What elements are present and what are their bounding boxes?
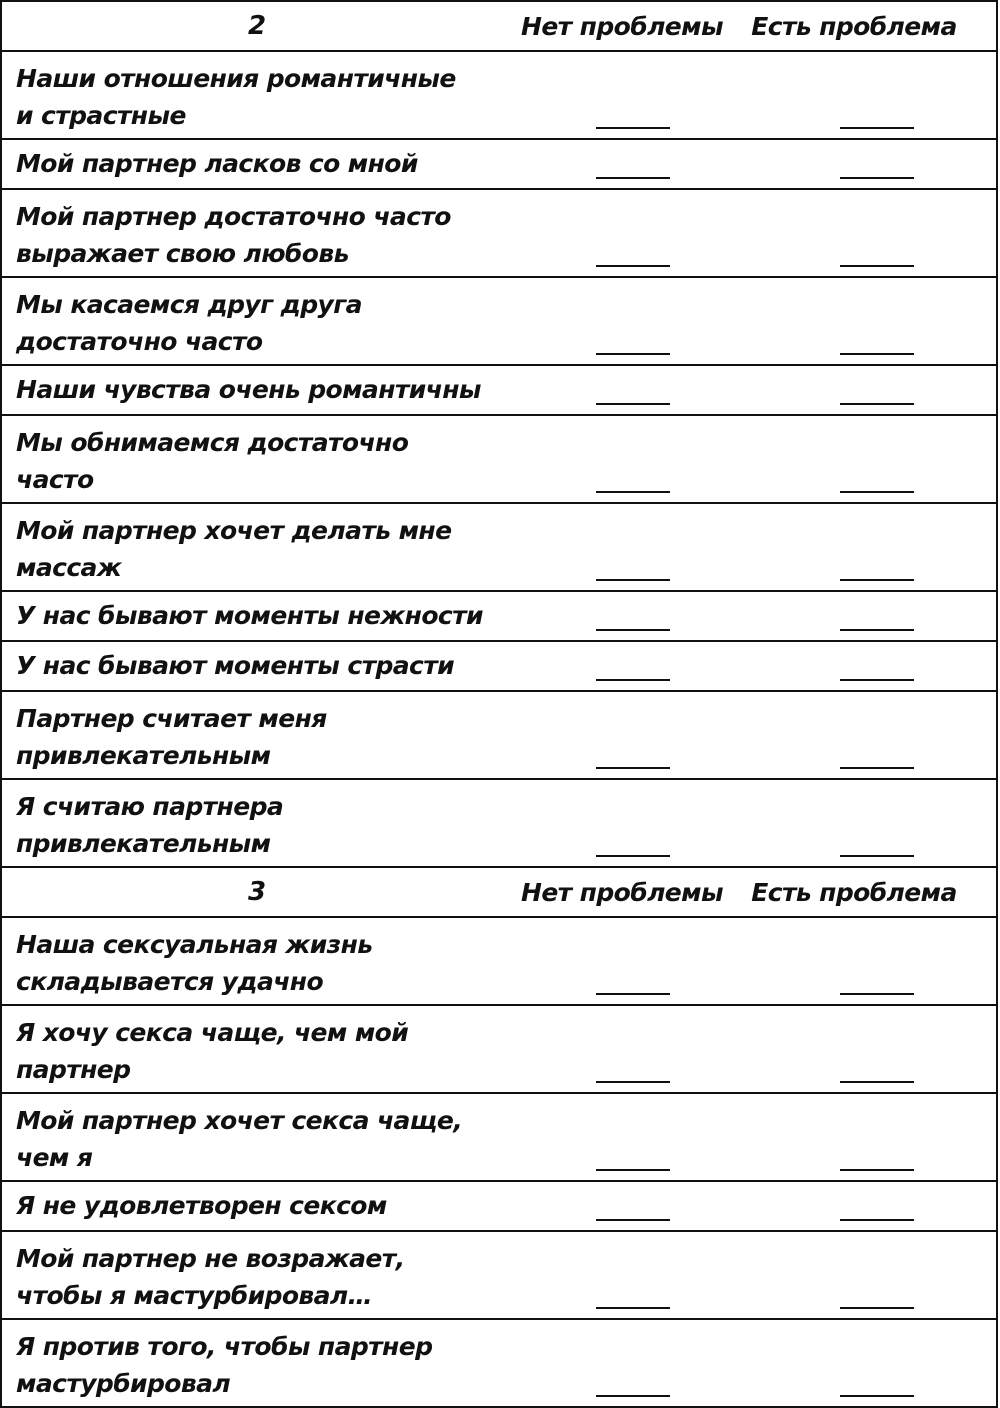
answer-blank-has-problem[interactable] [840, 403, 914, 405]
answer-blank-has-problem[interactable] [840, 1169, 914, 1171]
answer-blank-has-problem[interactable] [840, 993, 914, 995]
answer-blank-has-problem[interactable] [840, 1081, 914, 1083]
statement-text: Мы обнимаемся достаточно часто [16, 428, 409, 494]
table-row [2, 188, 996, 276]
column-header-has-problem: Есть проблема [751, 11, 957, 41]
answer-blank-no-problem[interactable] [596, 127, 670, 129]
statement-text: Я хочу секса чаще, чем мой партнер [16, 1018, 409, 1084]
answer-blank-has-problem[interactable] [840, 127, 914, 129]
column-header-no-problem: Нет проблемы [521, 877, 723, 907]
table-row [2, 640, 996, 690]
statement-text: Я не удовлетворен сексом [16, 1191, 387, 1220]
answer-blank-has-problem[interactable] [840, 767, 914, 769]
column-header-no-problem: Нет проблемы [521, 11, 723, 41]
answer-blank-no-problem[interactable] [596, 353, 670, 355]
section-number: 3 [247, 877, 267, 907]
table-row [2, 1180, 996, 1230]
section-header [2, 866, 996, 916]
answer-blank-has-problem[interactable] [840, 1307, 914, 1309]
answer-blank-has-problem[interactable] [840, 1219, 914, 1221]
table-row [2, 414, 996, 502]
table-row [2, 276, 996, 364]
section-number: 2 [247, 11, 267, 41]
answer-blank-no-problem[interactable] [596, 491, 670, 493]
table-row [2, 916, 996, 1004]
answer-blank-no-problem[interactable] [596, 1395, 670, 1397]
table-row [2, 778, 996, 866]
answer-blank-no-problem[interactable] [596, 177, 670, 179]
table-row [2, 1230, 996, 1318]
column-header-has-problem: Есть проблема [751, 877, 957, 907]
answer-blank-no-problem[interactable] [596, 265, 670, 267]
answer-blank-no-problem[interactable] [596, 579, 670, 581]
answer-blank-no-problem[interactable] [596, 679, 670, 681]
answer-blank-has-problem[interactable] [840, 579, 914, 581]
statement-text: Мой партнер ласков со мной [16, 149, 418, 178]
answer-blank-no-problem[interactable] [596, 1169, 670, 1171]
answer-blank-has-problem[interactable] [840, 855, 914, 857]
table-row [2, 1004, 996, 1092]
statement-text: Я против того, чтобы партнер мастурбировал [16, 1332, 433, 1398]
answer-blank-no-problem[interactable] [596, 1081, 670, 1083]
answer-blank-no-problem[interactable] [596, 1219, 670, 1221]
answer-blank-has-problem[interactable] [840, 1395, 914, 1397]
statement-text: Мой партнер достаточно часто выражает свою любовь [16, 202, 451, 268]
answer-blank-no-problem[interactable] [596, 855, 670, 857]
answer-blank-has-problem[interactable] [840, 177, 914, 179]
table-row [2, 1318, 996, 1406]
statement-text: Мой партнер хочет секса чаще, чем я [16, 1106, 463, 1172]
table-row [2, 1092, 996, 1180]
answer-blank-no-problem[interactable] [596, 1307, 670, 1309]
statement-text: Наши отношения романтичные и страстные [16, 64, 456, 130]
answer-blank-has-problem[interactable] [840, 491, 914, 493]
table-row [2, 690, 996, 778]
statement-text: Мой партнер хочет делать мне массаж [16, 516, 452, 582]
statement-text: Партнер считает меня привлекательным [16, 704, 327, 770]
answer-blank-no-problem[interactable] [596, 403, 670, 405]
statement-text: У нас бывают моменты нежности [16, 601, 483, 630]
answer-blank-has-problem[interactable] [840, 679, 914, 681]
statement-text: Наша сексуальная жизнь складывается удачно [16, 930, 373, 996]
statement-text: Мы касаемся друг друга достаточно часто [16, 290, 362, 356]
answer-blank-no-problem[interactable] [596, 993, 670, 995]
statement-text: Я считаю партнера привлекательным [16, 792, 284, 858]
statement-text: Мой партнер не возражает, чтобы я мастурбировал… [16, 1244, 405, 1310]
table-row [2, 364, 996, 414]
statement-text: У нас бывают моменты страсти [16, 651, 455, 680]
table-row [2, 502, 996, 590]
answer-blank-has-problem[interactable] [840, 353, 914, 355]
section-header [2, 0, 996, 50]
table-row [2, 50, 996, 138]
answer-blank-has-problem[interactable] [840, 629, 914, 631]
table-row [2, 590, 996, 640]
answer-blank-no-problem[interactable] [596, 767, 670, 769]
statement-text: Наши чувства очень романтичны [16, 375, 481, 404]
table-row [2, 138, 996, 188]
answer-blank-has-problem[interactable] [840, 265, 914, 267]
answer-blank-no-problem[interactable] [596, 629, 670, 631]
